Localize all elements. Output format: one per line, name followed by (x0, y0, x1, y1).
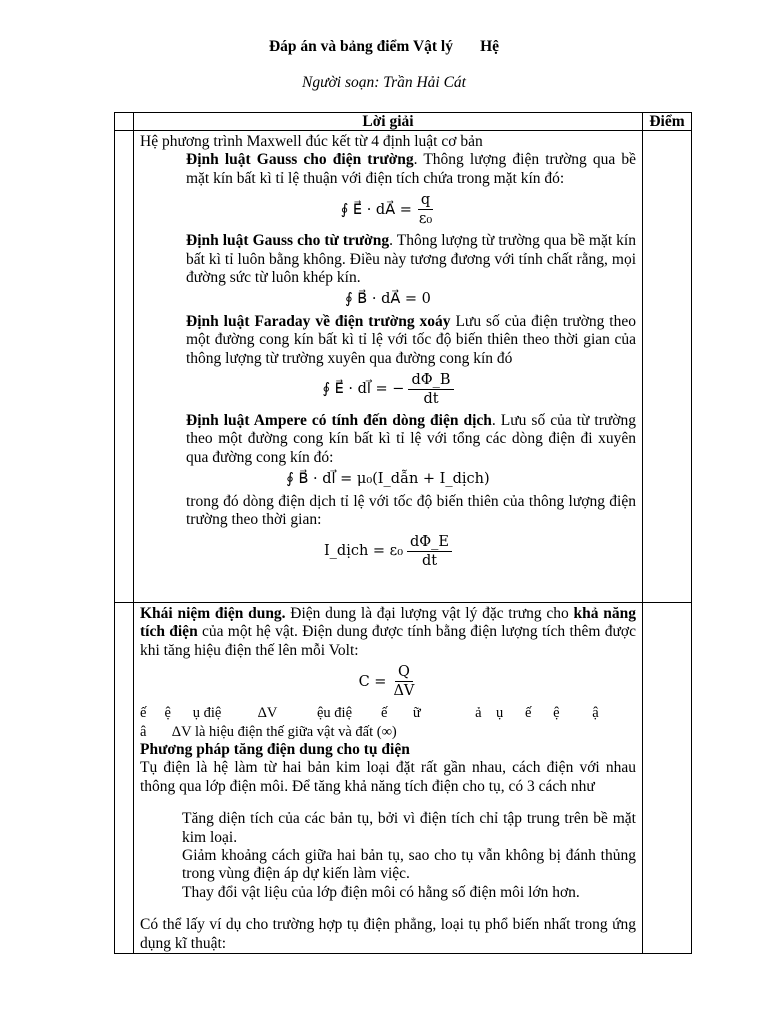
equation-capacitance (140, 663, 636, 700)
eq6-lhs: C = (358, 673, 387, 690)
ampere-text: . Lưu số của từ trường theo một đường cong kín bất kì tỉ lệ với tổng các dòng điện đi xuyên qua đường cong kín đó: (186, 412, 636, 466)
eq3-num: dΦ_B (408, 371, 453, 390)
eq4: ∮ B⃗ · dl⃗ = μ₀(I_dẫn + I_dịch) (286, 471, 490, 488)
eq6-fraction (390, 663, 417, 700)
eq3-fraction (408, 371, 453, 408)
gauss-e-paragraph (140, 151, 636, 188)
maxwell-intro: Hệ phương trình Maxwell đúc kết từ 4 định luật cơ bản (140, 133, 483, 150)
equation-displacement (140, 533, 636, 570)
faraday-text: Lưu số của điện trường theo một đường cong kín bất kì tỉ lệ với tốc độ biến thiên theo thời gian của thông lượng từ trường xuyên qua đường cong kín đó (186, 312, 636, 367)
eq6-num: Q (395, 663, 413, 682)
eq6-den: ΔV (393, 683, 415, 700)
score-cell (643, 603, 692, 954)
faraday-title: Định luật Faraday về điện trường xoáy (186, 312, 451, 330)
document-title: Đáp án và bảng điểm Vật lý Hệ (268, 38, 500, 55)
delta-v-line: â ΔV là hiệu điện thế giữa vật và đất (∞) (140, 723, 397, 740)
eq5-den: dt (421, 552, 438, 569)
equation-ampere (140, 470, 636, 488)
capacitance-text-b: của một hệ vật. Điện dung được tính bằng điện lượng tích thêm được khi tăng hiệu điện thế lên mỗi Volt: (140, 623, 636, 659)
method-title-text: Phương pháp tăng điện dung cho tụ điện (140, 741, 410, 759)
eq1-den: ε₀ (418, 211, 433, 228)
capacitance-title: Khái niệm điện dung. (140, 605, 286, 622)
eq3-den: dt (423, 391, 439, 408)
header-index (115, 113, 134, 131)
gauss-e-title: Định luật Gauss cho điện trường (186, 151, 414, 169)
row-index-cell (115, 131, 134, 603)
capacitance-bold: khả năng tích điện (140, 605, 636, 641)
equation-faraday (140, 371, 636, 408)
header-score: Điểm (643, 113, 692, 131)
ampere-title: Định luật Ampere có tính đến dòng điện dịch (186, 412, 492, 430)
method-item: Giảm khoảng cách giữa hai bản tụ, sao cho tụ vẫn không bị đánh thủng trong vùng điện áp dự kiến làm việc. (182, 847, 636, 883)
ampere-paragraph (140, 412, 636, 467)
table-row (115, 131, 692, 603)
row-index-cell (115, 603, 134, 954)
method-item: Tăng diện tích của các bản tụ, bởi vì điện tích chỉ tập trung trên bề mặt kim loại. (182, 810, 636, 846)
gauss-b-text: . Thông lượng từ trường qua bề mặt kín bất kì tỉ luôn bằng không. Điều này tương đương với tính chất rằng, mọi đường sức từ luôn khép kín. (186, 232, 636, 287)
eq1-lhs: ∮ E⃗ · dA⃗ = (340, 201, 412, 218)
score-cell (643, 131, 692, 603)
gauss-b-paragraph (140, 232, 636, 287)
equation-gauss-e (140, 191, 636, 228)
solution-cell (134, 131, 643, 603)
broken-text-line: ế ệ ụ điệ ΔV ệu điệ ế ữ ả ụ ế ệ ậ (140, 705, 599, 722)
displacement-paragraph: trong đó dòng điện dịch tỉ lệ với tốc độ biến thiên của thông lượng điện trường theo thời gian: (186, 492, 636, 529)
header-solution: Lời giải (134, 113, 643, 131)
table-row (115, 603, 692, 954)
eq3-lhs: ∮ E⃗ · dl⃗ = − (322, 381, 405, 398)
eq5-num: dΦ_E (407, 533, 452, 552)
answer-table (114, 112, 692, 954)
method-item: Thay đổi vật liệu của lớp điện môi có hằng số điện môi lớn hơn. (182, 883, 580, 901)
capacitance-paragraph (140, 605, 636, 660)
table-header-row (115, 113, 692, 131)
eq2: ∮ B⃗ · dA⃗ = 0 (345, 291, 431, 308)
equation-gauss-b (140, 290, 636, 308)
method-title (140, 741, 636, 759)
faraday-paragraph (140, 313, 636, 368)
gauss-e-text: . Thông lượng điện trường qua bề mặt kín bất kì tỉ lệ thuận với điện tích chứa trong mặt kín đó: (186, 151, 637, 187)
eq5-lhs: I_dịch = ε₀ (323, 542, 404, 559)
solution-cell (134, 603, 643, 954)
method-paragraph: Tụ điện là hệ làm từ hai bản kim loại đặt rất gần nhau, cách điện với nhau thông qua lớp điện môi. Để tăng khả năng tích điện cho tụ, có 3 cách như (140, 759, 636, 795)
eq1-fraction (416, 191, 435, 228)
capacitance-text-a: Điện dung là đại lượng vật lý đặc trưng cho (285, 605, 574, 622)
example-paragraph: Có thể lấy ví dụ cho trường hợp tụ điện phẳng, loại tụ phổ biến nhất trong ứng dụng kĩ thuật: (140, 916, 636, 952)
author-line: Người soạn: Trần Hải Cát (301, 74, 466, 91)
gauss-b-title: Định luật Gauss cho từ trường (186, 232, 390, 250)
eq1-num: q (418, 191, 433, 210)
eq5-fraction (407, 533, 452, 570)
